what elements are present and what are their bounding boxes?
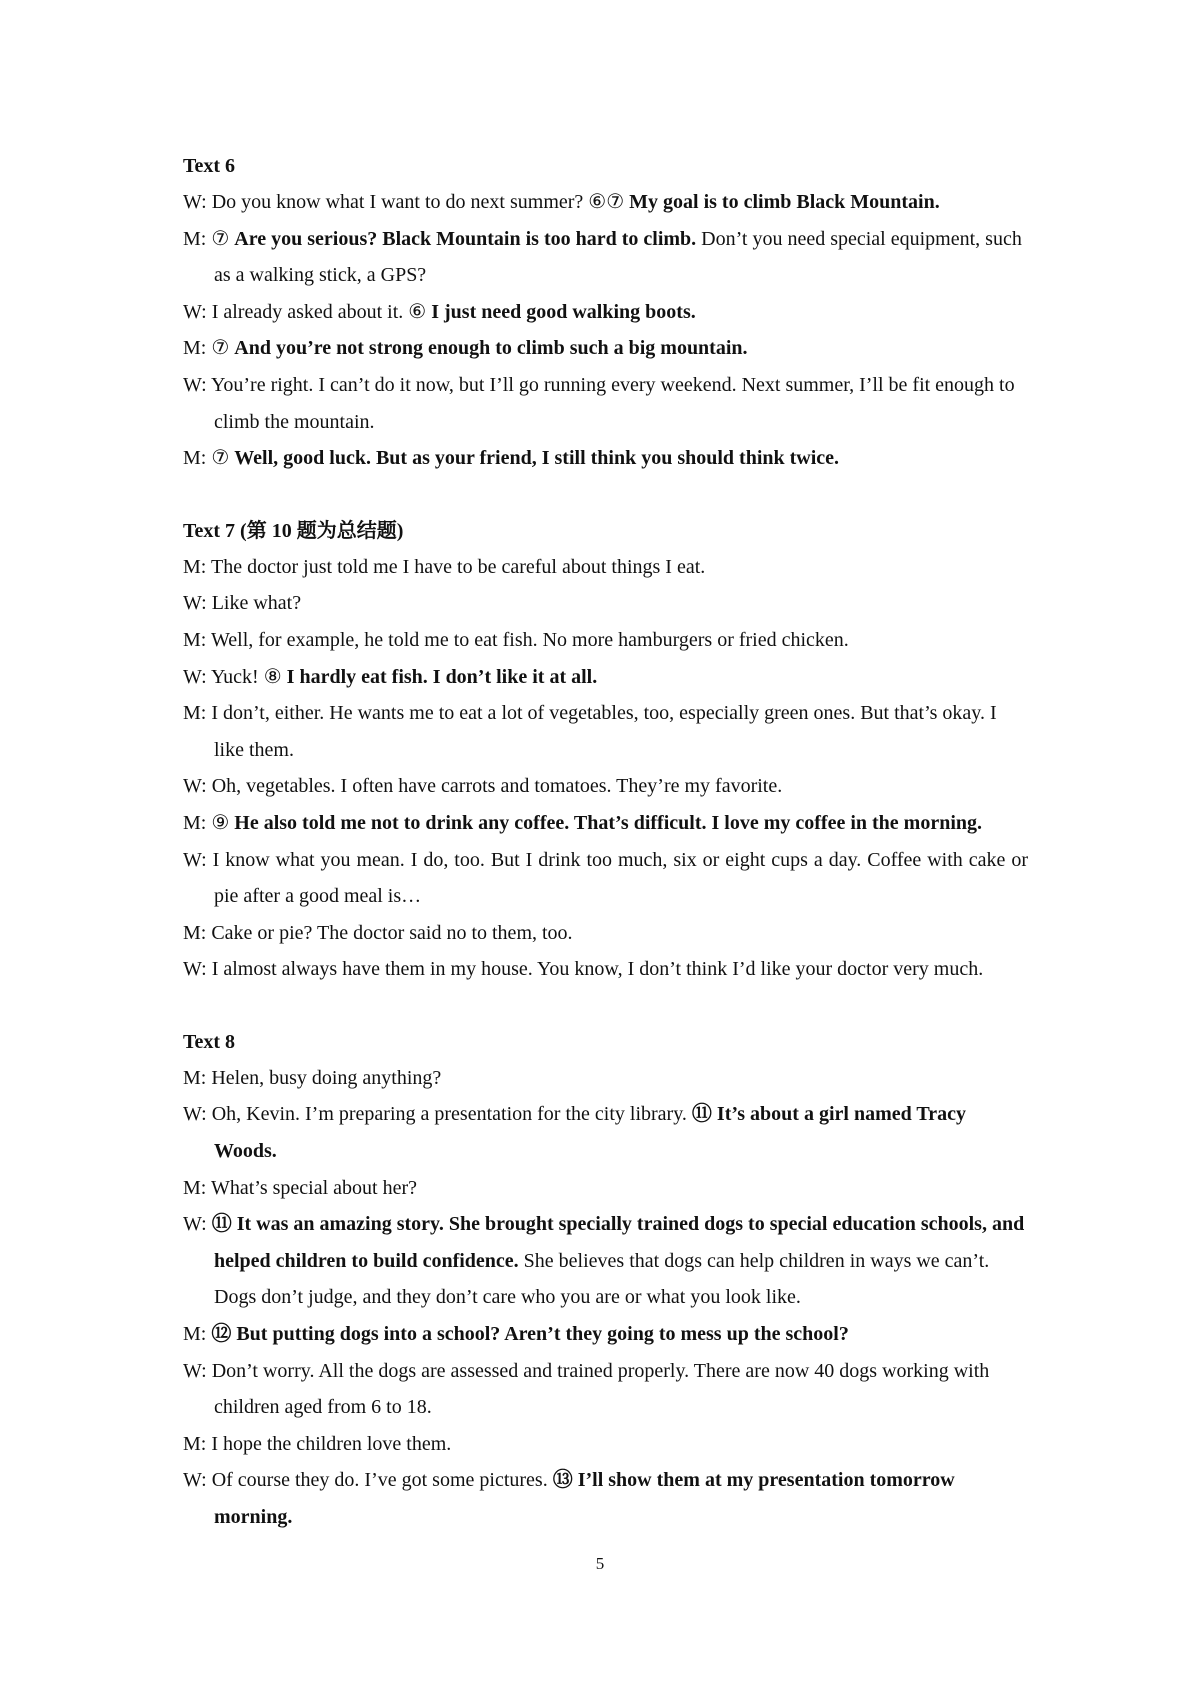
bold-answer-text: ⑫ But putting dogs into a school? Aren’t they going to mess up the school? [211, 1323, 849, 1346]
dialogue-text: W: Yuck! ⑧ [183, 665, 287, 688]
section-title: Text 7 (第 10 题为总结题) [183, 519, 404, 542]
transcript-section [183, 148, 1028, 477]
dialogue-line [183, 1060, 1028, 1097]
dialogue-line [183, 915, 1028, 952]
dialogue-line [183, 330, 1028, 367]
dialogue-line [183, 1206, 1028, 1316]
dialogue-line [183, 585, 1028, 622]
dialogue-text: M: Cake or pie? The doctor said no to them, too. [183, 921, 573, 944]
dialogue-text: W: I know what you mean. I do, too. But I drink too much, six or eight cups a day. Coffee with cake or pie after a good meal is… [183, 848, 1028, 908]
transcript-section [183, 1024, 1028, 1536]
dialogue-text: Don’t you need special equipment, such as a walking stick, a GPS? [214, 227, 1022, 287]
dialogue-text: M: I hope the children love them. [183, 1432, 452, 1455]
bold-answer-text: Well, good luck. But as your friend, I still think you should think twice. [234, 447, 840, 470]
dialogue-text: W: Do you know what I want to do next summer? ⑥⑦ [183, 191, 630, 213]
dialogue-line [183, 549, 1028, 586]
dialogue-line [183, 1426, 1028, 1463]
dialogue-line [183, 1170, 1028, 1207]
transcript-content [183, 148, 1028, 1572]
dialogue-line [183, 842, 1028, 915]
dialogue-line [183, 440, 1028, 477]
transcript-section [183, 513, 1028, 988]
dialogue-line [183, 1353, 1028, 1426]
bold-answer-text: Are you serious? Black Mountain is too hard to climb. [234, 227, 697, 250]
bold-answer-text: ⑪ It was an amazing story. She brought specially trained dogs to special education schools, and helped children to build confidence. [211, 1213, 1025, 1272]
dialogue-text: M: ⑦ [183, 227, 235, 250]
section-title: Text 6 [183, 155, 236, 177]
dialogue-line [183, 221, 1028, 294]
dialogue-text: M: ⑨ [183, 811, 235, 834]
bold-answer-text: ⑪ It’s about a girl named Tracy Woods. [214, 1103, 966, 1163]
dialogue-text: M: What’s special about her? [183, 1176, 418, 1199]
bold-answer-text: He also told me not to drink any coffee. That’s difficult. I love my coffee in the morning. [234, 811, 982, 834]
bold-answer-text: And you’re not strong enough to climb such a big mountain. [234, 337, 748, 360]
page-number: 5 [595, 1554, 605, 1573]
dialogue-text: M: ⑦ [183, 447, 235, 470]
dialogue-text: She believes that dogs can help children in ways we can’t. Dogs don’t judge, and they don’t care who you are or what you look like. [214, 1249, 990, 1309]
dialogue-text: M: The doctor just told me I have to be careful about things I eat. [183, 555, 706, 578]
dialogue-text: W: I almost always have them in my house. You know, I don’t think I’d like your doctor very much. [183, 958, 984, 981]
dialogue-line [183, 951, 1028, 988]
dialogue-line [183, 695, 1028, 768]
dialogue-text: W: Of course they do. I’ve got some pictures. [183, 1469, 553, 1492]
dialogue-text: M: [183, 1323, 212, 1346]
dialogue-line [183, 768, 1028, 805]
dialogue-line [183, 294, 1028, 331]
bold-answer-text: I hardly eat fish. I don’t like it at all. [286, 665, 598, 688]
dialogue-text: W: I already asked about it. ⑥ [183, 300, 432, 323]
dialogue-line [183, 184, 1028, 221]
dialogue-line [183, 659, 1028, 696]
dialogue-text: M: Well, for example, he told me to eat fish. No more hamburgers or fried chicken. [183, 628, 849, 651]
bold-answer-text: I just need good walking boots. [431, 300, 696, 323]
dialogue-line [183, 622, 1028, 659]
bold-answer-text: ⑬ I’ll show them at my presentation tomorrow morning. [214, 1469, 955, 1528]
dialogue-line [183, 1316, 1028, 1353]
dialogue-text: W: Oh, vegetables. I often have carrots and tomatoes. They’re my favorite. [183, 775, 783, 798]
dialogue-text: W: You’re right. I can’t do it now, but I’ll go running every weekend. Next summer, I’ll be fit enough to climb the mountain. [183, 373, 1015, 433]
dialogue-line [183, 1462, 1028, 1535]
dialogue-text: W: Don’t worry. All the dogs are assessed and trained properly. There are now 40 dogs working with children aged from 6 to 18. [183, 1359, 990, 1419]
bold-answer-text: My goal is to climb Black Mountain. [629, 191, 940, 213]
dialogue-text: W: Like what? [183, 592, 302, 615]
dialogue-text: M: ⑦ [183, 337, 235, 360]
dialogue-text: M: Helen, busy doing anything? [183, 1066, 442, 1089]
dialogue-text: M: I don’t, either. He wants me to eat a lot of vegetables, too, especially green ones. But that’s okay. I like them. [183, 702, 997, 761]
dialogue-line [183, 1096, 1028, 1169]
dialogue-line [183, 367, 1028, 440]
dialogue-text: W: [183, 1213, 212, 1236]
section-title: Text 8 [183, 1030, 236, 1053]
dialogue-text: W: Oh, Kevin. I’m preparing a presentation for the city library. [183, 1103, 692, 1126]
dialogue-line [183, 805, 1028, 842]
